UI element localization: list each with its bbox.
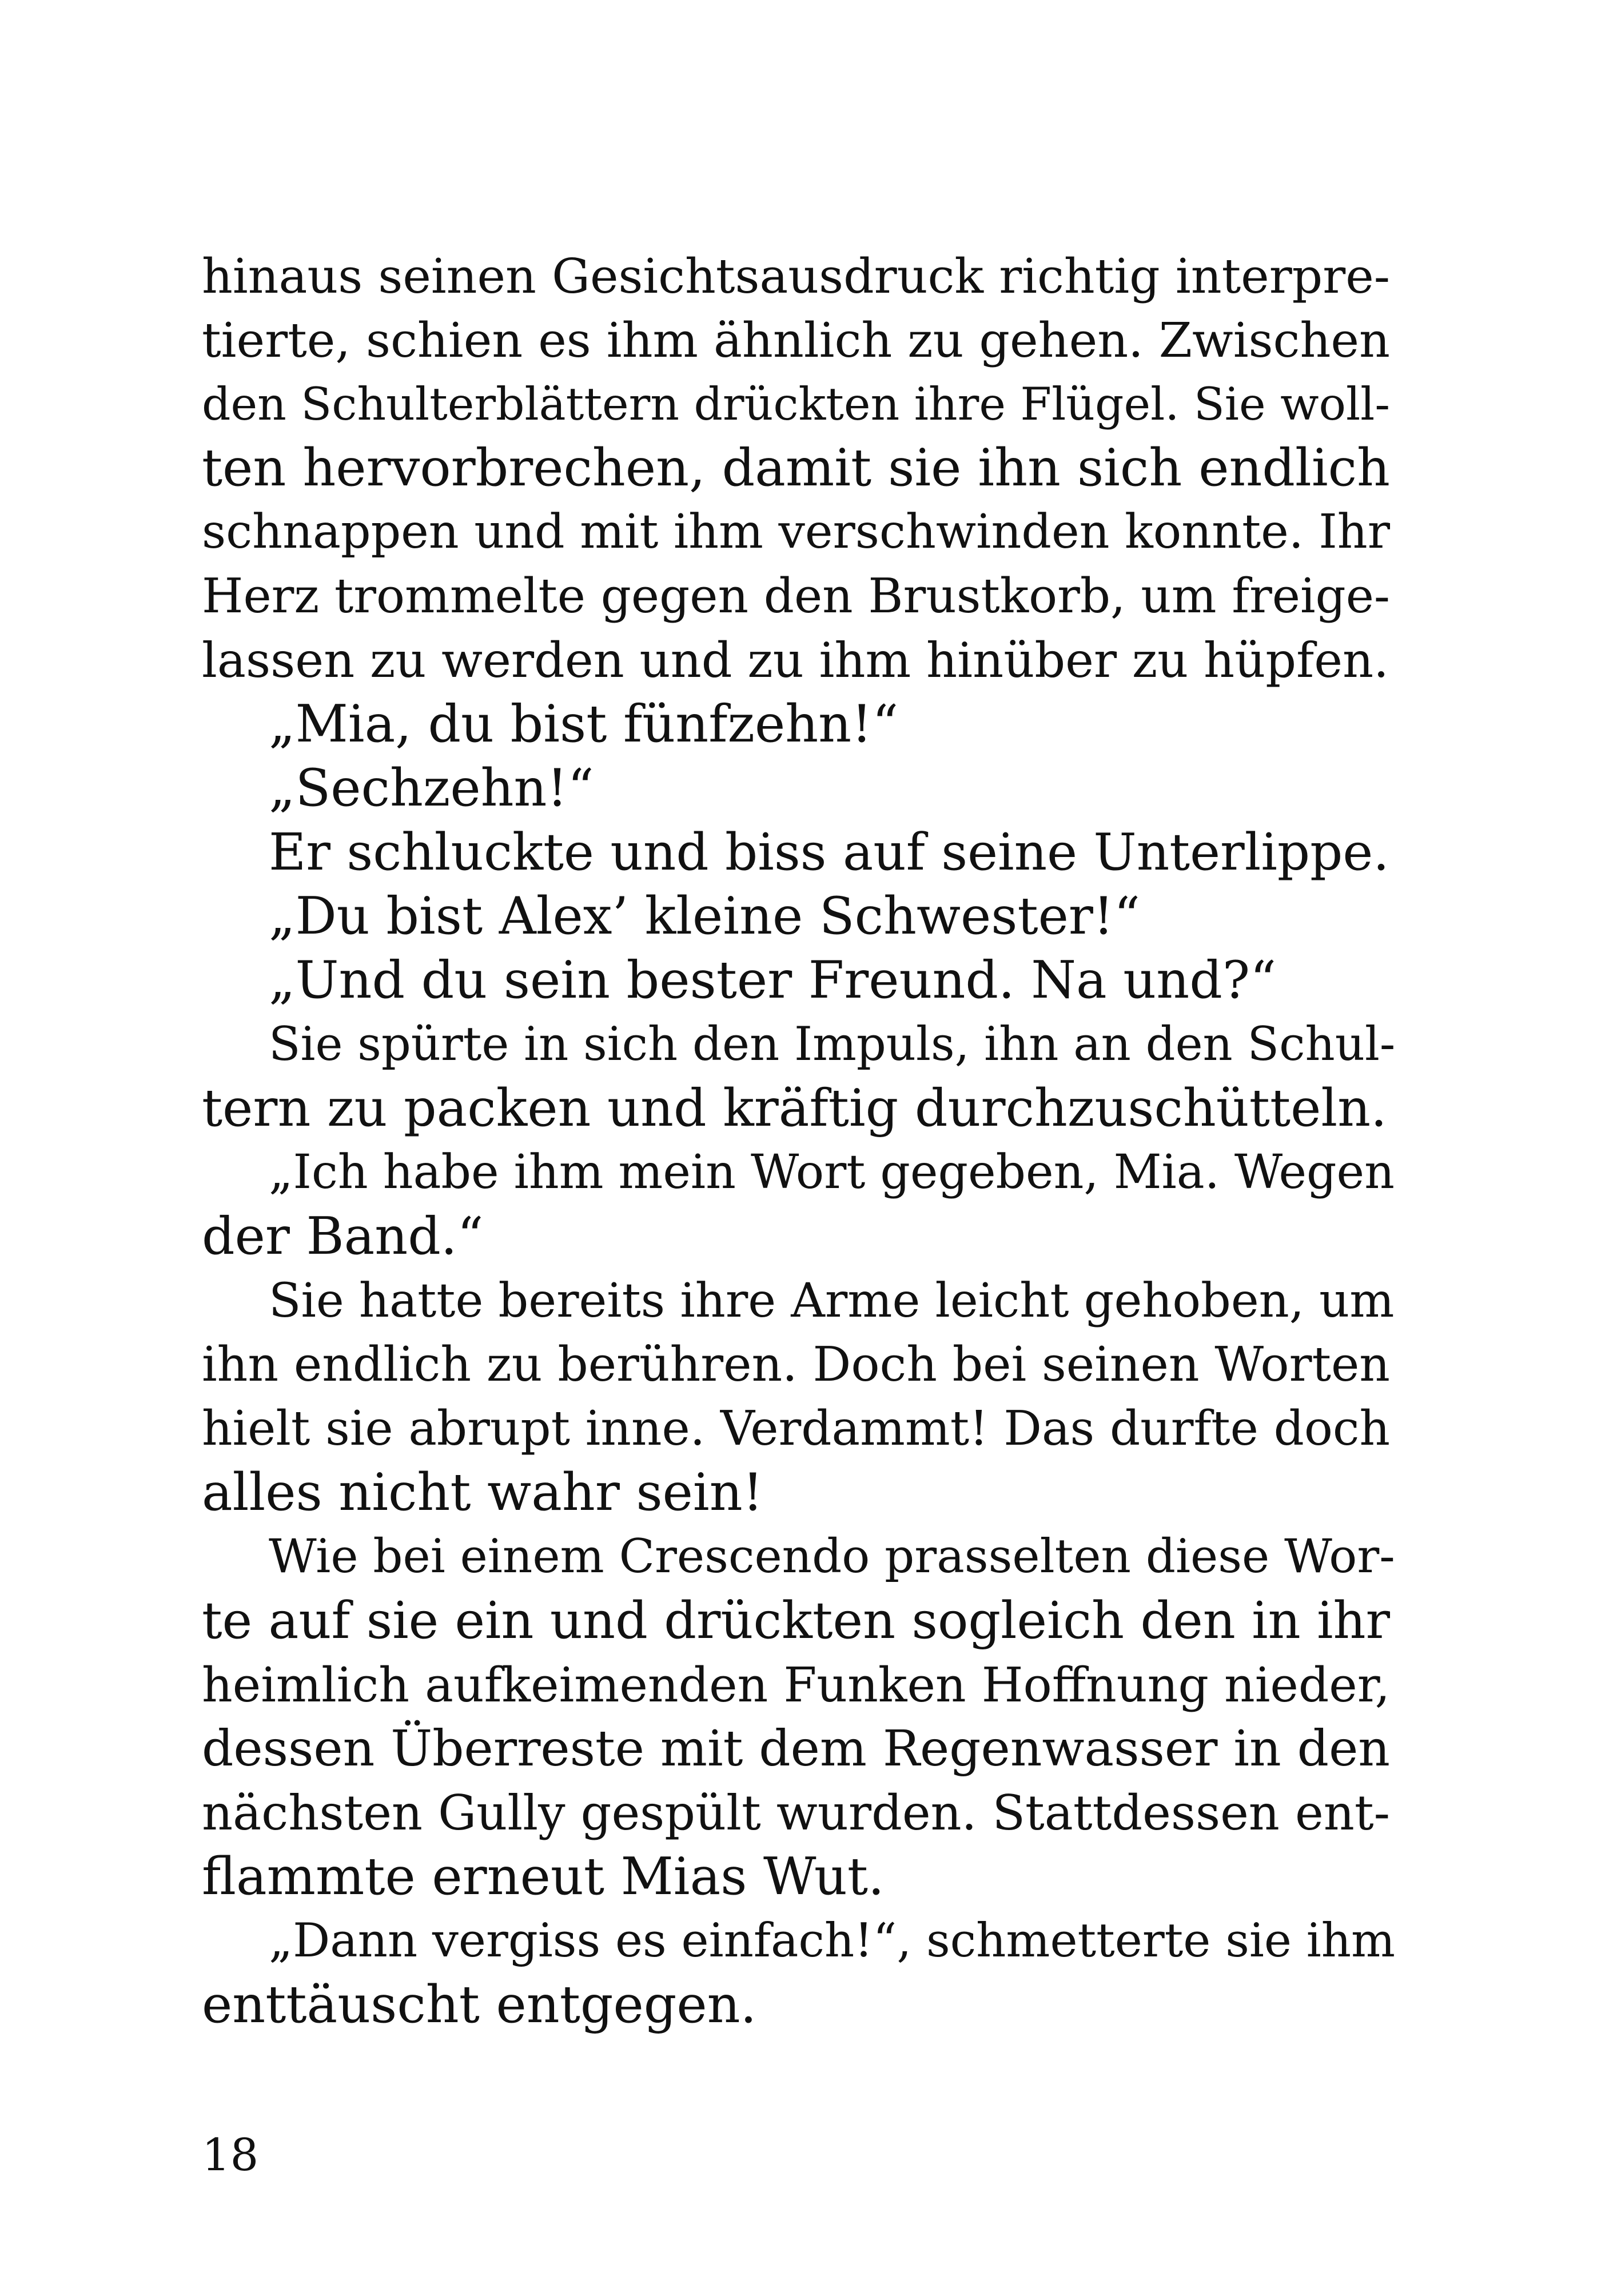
text-line: hinaus seinen Gesichtsausdruck richtig interpre- [202,248,1390,304]
text-line: „Und du sein bester Freund. Na und?“ [269,950,1277,1010]
text-line: der Band.“ [202,1206,484,1266]
text-line: den Schulterblättern drückten ihre Flügel. Sie woll- [202,378,1390,431]
text-line: alles nicht wahr sein! [202,1462,763,1522]
text-line: Herz trommelte gegen den Brustkorb, um freige- [202,568,1390,624]
text-line: „Sechzehn!“ [269,758,594,818]
text-line: tern zu packen und kräftig durchzuschütteln. [202,1078,1387,1138]
body-text [202,244,1396,2037]
text-line: Sie hatte bereits ihre Arme leicht gehoben, um [269,1273,1395,1328]
text-line: heimlich aufkeimenden Funken Hoffnung nieder, [202,1657,1390,1713]
text-line: ten hervorbrechen, damit sie ihn sich endlich [202,438,1390,498]
text-line: lassen zu werden und zu ihm hinüber zu hüpfen. [202,632,1389,688]
text-line: schnappen und mit ihm verschwinden konnte. Ihr [202,505,1390,559]
text-line: Wie bei einem Crescendo prasselten diese Wor- [269,1529,1395,1584]
text-line: Sie spürte in sich den Impuls, ihn an den Schul- [269,1018,1396,1071]
text-line: ihn endlich zu berühren. Doch bei seinen Worten [202,1337,1390,1392]
text-line: tierte, schien es ihm ähnlich zu gehen. Zwischen [202,312,1390,368]
text-line: flammte erneut Mias Wut. [202,1847,885,1907]
text-line: hielt sie abrupt inne. Verdammt! Das durfte doch [202,1401,1390,1456]
text-line: enttäuscht entgegen. [202,1975,757,2035]
text-line: „Ich habe ihm mein Wort gegeben, Mia. Wegen [269,1145,1395,1199]
text-line: Er schluckte und biss auf seine Unterlippe. [269,823,1389,882]
text-line: „Dann vergiss es einfach!“, schmetterte sie ihm [269,1914,1396,1968]
text-line: nächsten Gully gespült wurden. Stattdessen ent- [202,1785,1390,1841]
page-number: 18 [202,2130,259,2181]
text-line: „Mia, du bist fünfzehn!“ [269,694,899,754]
text-line: dessen Überreste mit dem Regenwasser in den [202,1720,1390,1777]
text-line: „Du bist Alex’ kleine Schwester!“ [269,886,1141,946]
text-line: te auf sie ein und drückten sogleich den in ihr [202,1591,1390,1650]
